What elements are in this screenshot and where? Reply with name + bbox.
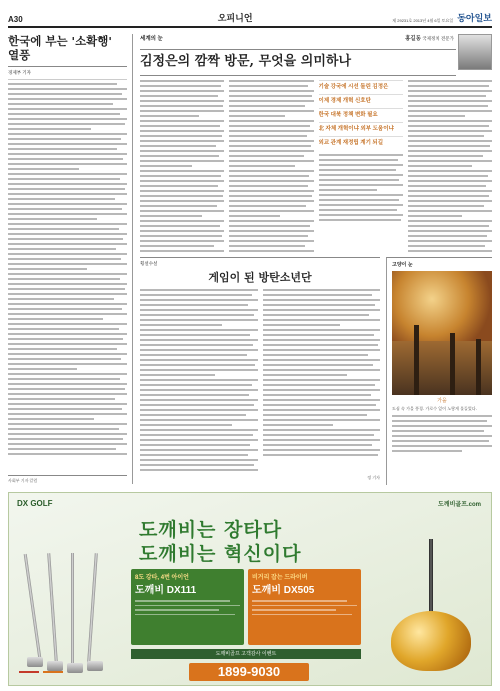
driver-club-image — [385, 539, 477, 679]
autumn-photo — [392, 271, 492, 395]
advertisement[interactable] — [8, 492, 492, 686]
product-card[interactable] — [131, 569, 244, 645]
main-headline: 김정은의 깜짝 방문, 무엇을 의미하나 — [140, 49, 456, 76]
pull-quotes — [319, 80, 403, 260]
text-column — [319, 154, 403, 221]
ad-banner: 도깨비골프 고객감사 이벤트 — [131, 649, 361, 659]
article-body — [8, 83, 127, 463]
page-number: A30 — [8, 15, 23, 24]
byline — [8, 67, 127, 80]
signature: 정 기자 — [367, 475, 380, 480]
text-column — [140, 80, 224, 260]
section-title: 오피니언 — [217, 13, 253, 23]
photo-caption: 도심 속 가을 풍경. 가로수 잎이 노랗게 물들었다. — [392, 406, 477, 411]
caption-body — [392, 415, 492, 452]
left-column-article — [8, 34, 133, 484]
text-column — [408, 80, 492, 260]
column-label: 고양이 눈 — [392, 262, 413, 268]
writer-title: 국제정치 전문가 — [422, 36, 454, 41]
photo-title: 가을 — [437, 398, 447, 404]
iron-clubs-image — [19, 553, 124, 681]
writer-name: 홍길동 — [405, 36, 422, 42]
product-subtitle: 비거리 잡는 드라이버 — [252, 575, 308, 581]
product-name: 도깨비 DX505 — [252, 585, 315, 596]
product-subtitle: 8도 강타, 4번 아이언 — [135, 575, 189, 581]
main-article — [140, 34, 492, 254]
text-column — [140, 289, 258, 475]
pull-quote: 기술 강국에 시선 돌린 김정은 — [319, 80, 403, 94]
photo-column — [386, 257, 492, 485]
page-header — [8, 6, 492, 28]
ad-phone-number[interactable]: 1899-9030 — [189, 663, 309, 681]
text-column — [263, 289, 381, 475]
main-body — [140, 80, 492, 260]
ad-logo: DX GOLF — [17, 499, 53, 508]
masthead: 동아일보 — [457, 13, 492, 23]
writer-photo — [458, 34, 492, 70]
writer-box — [405, 34, 454, 42]
ad-products — [131, 569, 361, 645]
ad-subheadline: 도깨비는 혁신이다 — [139, 543, 302, 565]
pull-quote: 한국 대북 정책 변화 필요 — [319, 108, 403, 122]
text-column — [229, 80, 313, 260]
column-label: 세계의 눈 — [140, 36, 163, 42]
mid-article — [140, 257, 380, 485]
product-card[interactable] — [248, 569, 361, 645]
ad-headline: 도깨비는 장타다 — [139, 519, 283, 541]
mid-headline: 게임이 된 방탄소년단 — [208, 271, 312, 284]
pull-quote: 외교 관계 재정립 계기 되길 — [319, 136, 403, 150]
mid-body — [140, 289, 380, 475]
pull-quote: 北 자체 개혁이냐 외부 도움이냐 — [319, 122, 403, 136]
ad-url[interactable]: 도깨비골프.com — [438, 502, 481, 508]
column-label: 횡설수설 — [140, 261, 158, 266]
issue-info: 제 29231호 2013년 4월 6일 토요일 — [392, 18, 454, 23]
article-headline: 한국에 부는 '소확행' 열풍 — [8, 34, 127, 67]
pull-quote: 이제 경제 개혁 신호탄 — [319, 94, 403, 108]
column-footer: 사회부 기자 칼럼 — [8, 475, 127, 484]
product-name: 도깨비 DX111 — [135, 585, 197, 596]
byline-writer: 경제부 기자 — [8, 70, 31, 75]
